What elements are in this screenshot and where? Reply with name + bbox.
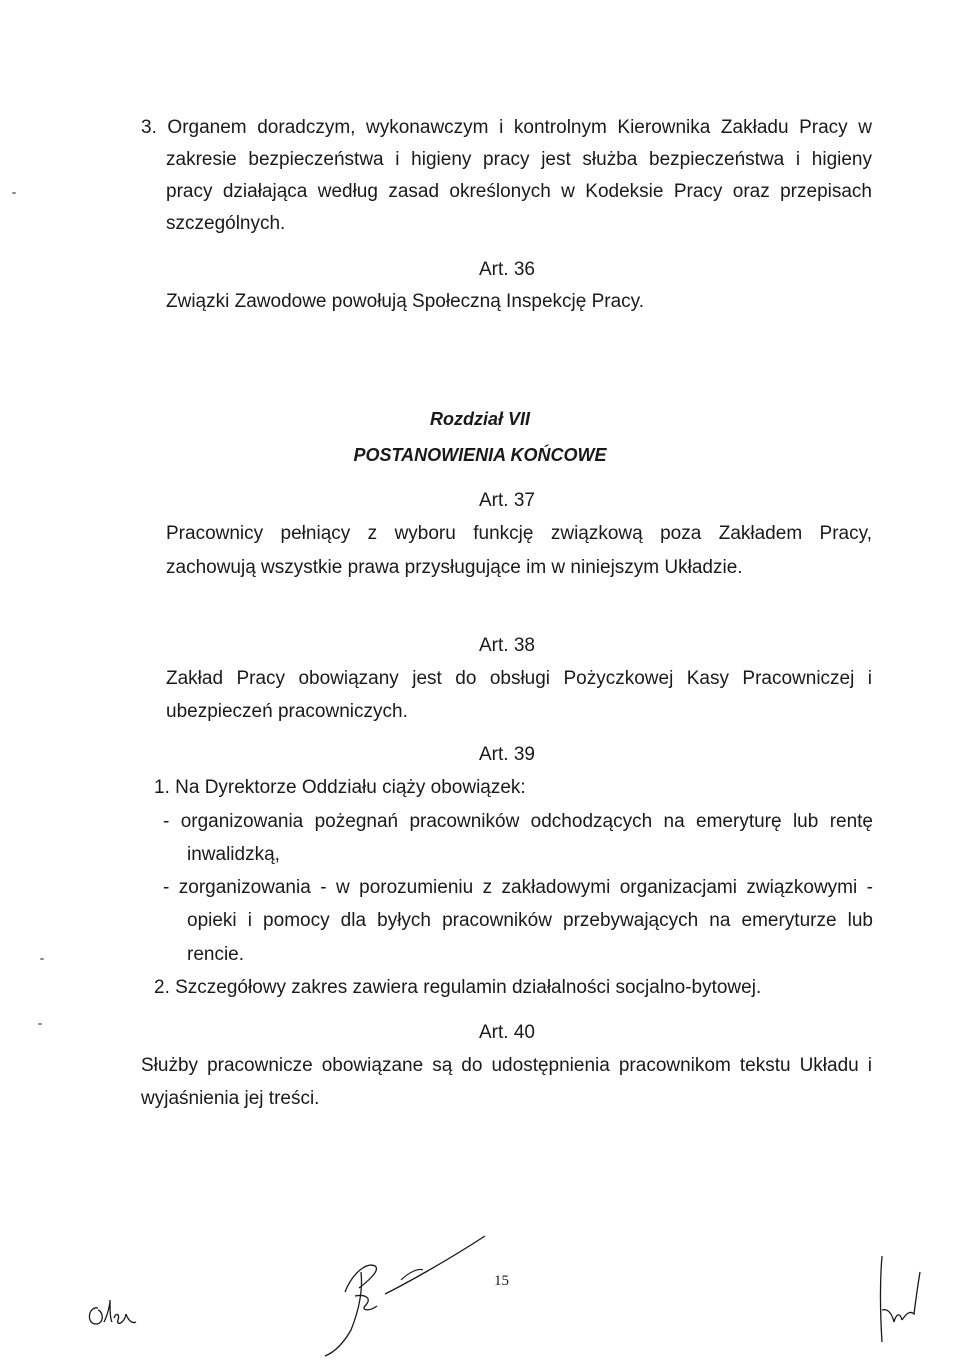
section3-line3: pracy działająca według zasad określonych w Kodeksie Pracy oraz przepisach xyxy=(166,181,872,202)
art39-dash2-line2: opieki i pomocy dla byłych pracowników przebywających na emeryturze lub xyxy=(187,910,873,931)
art36-text: Związki Zawodowe powołują Społeczną Inspekcję Pracy. xyxy=(166,291,645,312)
art39-title: Art. 39 xyxy=(479,744,535,765)
art39-dash2-line1: - zorganizowania - w porozumieniu z zakładowymi organizacjami związkowymi - xyxy=(163,877,873,898)
scan-speck xyxy=(40,958,44,960)
art39-point2: 2. Szczegółowy zakres zawiera regulamin działalności socjalno-bytowej. xyxy=(154,977,762,998)
art39-dash2-line3: rencie. xyxy=(187,944,245,965)
art40-line1: Służby pracownicze obowiązane są do udostępnienia pracownikom tekstu Układu i xyxy=(141,1055,872,1076)
art37-line2: zachowują wszystkie prawa przysługujące im w niniejszym Układzie. xyxy=(166,557,743,578)
art37-title: Art. 37 xyxy=(479,490,535,511)
art39-dash1-line2: inwalidzką, xyxy=(187,844,280,865)
art38-title: Art. 38 xyxy=(479,635,535,656)
center-signature xyxy=(305,1232,495,1362)
page-number: 15 xyxy=(494,1273,509,1289)
section3-line1: 3. Organem doradczym, wykonawczym i kontrolnym Kierownika Zakładu Pracy w xyxy=(141,117,872,138)
art36-title: Art. 36 xyxy=(479,259,535,280)
art39-dash1-line1: - organizowania pożegnań pracowników odchodzących na emeryturę lub rentę xyxy=(163,811,873,832)
section3-line2: zakresie bezpieczeństwa i higieny pracy jest służba bezpieczeństwa i higieny xyxy=(166,149,872,170)
chapter-title: Rozdział VII xyxy=(429,409,530,429)
initials-left-signature xyxy=(80,1296,150,1336)
scan-speck xyxy=(38,1023,42,1025)
art37-line1: Pracownicy pełniący z wyboru funkcję związkową poza Zakładem Pracy, xyxy=(166,523,872,544)
right-signature xyxy=(862,1250,932,1350)
chapter-subtitle: POSTANOWIENIA KOŃCOWE xyxy=(353,445,607,465)
art40-line2: wyjaśnienia jej treści. xyxy=(141,1088,320,1109)
art38-line2: ubezpieczeń pracowniczych. xyxy=(166,701,408,722)
art40-title: Art. 40 xyxy=(479,1022,535,1043)
scan-speck xyxy=(12,192,16,194)
section3-line4: szczególnych. xyxy=(166,213,286,234)
art39-point1: 1. Na Dyrektorze Oddziału ciąży obowiązek: xyxy=(154,777,526,798)
art38-line1: Zakład Pracy obowiązany jest do obsługi Pożyczkowej Kasy Pracowniczej i xyxy=(166,668,872,689)
